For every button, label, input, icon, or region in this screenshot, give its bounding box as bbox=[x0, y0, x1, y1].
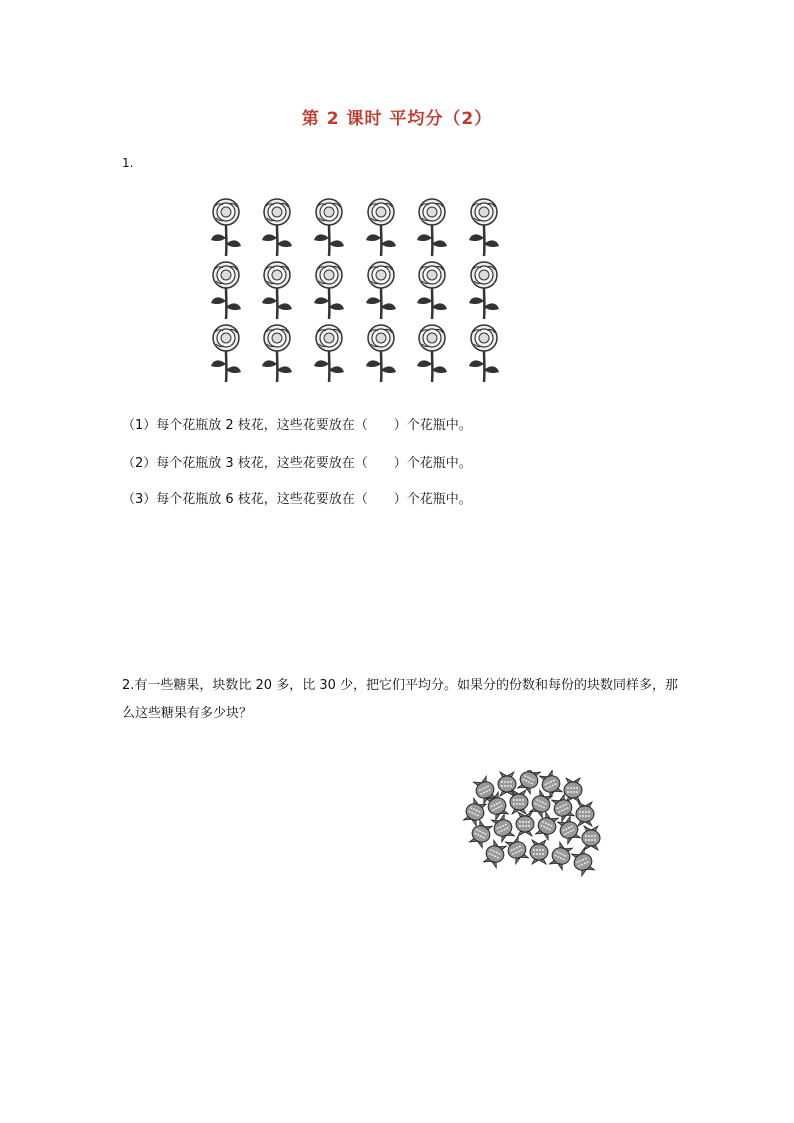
flower-icon bbox=[465, 198, 503, 258]
candy-icon bbox=[576, 802, 594, 826]
candy-icon bbox=[564, 778, 582, 802]
candy-icon bbox=[516, 812, 534, 836]
candy-icon bbox=[490, 813, 516, 842]
flower-icon bbox=[413, 198, 451, 258]
flower-icon bbox=[310, 261, 348, 321]
flower-icon bbox=[362, 198, 400, 258]
flower-icon bbox=[207, 198, 245, 258]
question-1-part-3: （3）每个花瓶放 6 枝花，这些花要放在（ ）个花瓶中。 bbox=[122, 492, 472, 507]
candy-icon bbox=[468, 819, 494, 848]
candy-icon bbox=[582, 826, 600, 850]
candy-icon bbox=[570, 847, 596, 876]
candy-icon bbox=[530, 840, 548, 864]
candy-icon bbox=[534, 811, 560, 840]
candy-icon bbox=[516, 770, 542, 795]
candy-pile-image bbox=[455, 770, 615, 894]
page-title: 第 2 课时 平均分（2） bbox=[301, 109, 493, 129]
question-1-part-2: （2）每个花瓶放 3 枝花，这些花要放在（ ）个花瓶中。 bbox=[122, 456, 472, 471]
question-1-part-1: （1）每个花瓶放 2 枝花，这些花要放在（ ）个花瓶中。 bbox=[122, 418, 472, 433]
flower-icon bbox=[310, 324, 348, 384]
flower-icon bbox=[413, 261, 451, 321]
flower-icon bbox=[258, 261, 296, 321]
flower-icon bbox=[207, 261, 245, 321]
flower-icon bbox=[413, 324, 451, 384]
flower-icon bbox=[258, 324, 296, 384]
flower-icon bbox=[362, 261, 400, 321]
candy-icon bbox=[504, 835, 530, 864]
question-2-text: 2.有一些糖果，块数比 20 多，比 30 少，把它们平均分。如果分的份数和每份的块数同样多，那么这些糖果有多少块？ bbox=[122, 678, 679, 721]
flower-icon bbox=[258, 198, 296, 258]
flower-icon bbox=[465, 261, 503, 321]
flower-icon bbox=[362, 324, 400, 384]
question-1-number: 1. bbox=[122, 156, 134, 170]
flower-icon bbox=[465, 324, 503, 384]
flower-grid-image bbox=[200, 196, 510, 386]
flower-icon bbox=[310, 198, 348, 258]
candy-icon bbox=[548, 841, 574, 870]
flower-icon bbox=[207, 324, 245, 384]
candy-icon bbox=[482, 839, 508, 868]
